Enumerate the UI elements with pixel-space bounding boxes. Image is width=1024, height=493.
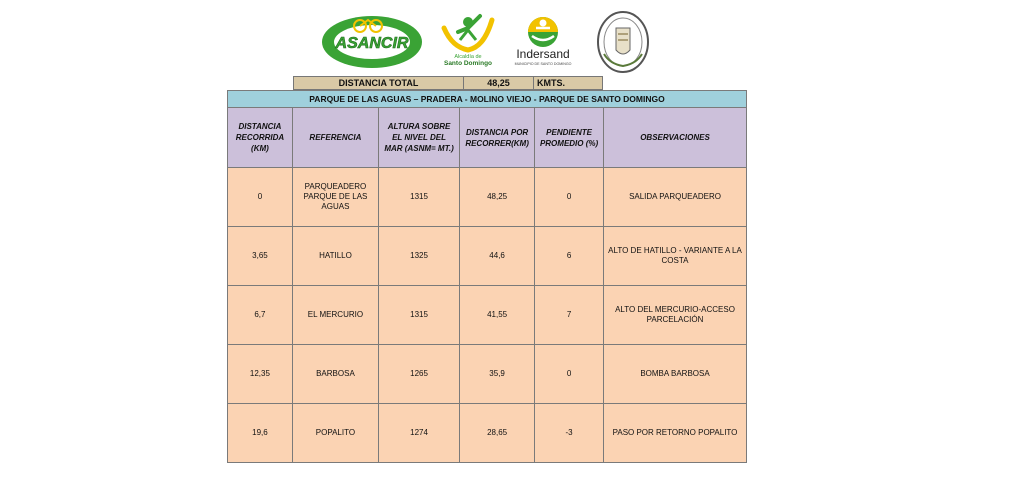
total-distance-label: DISTANCIA TOTAL [293, 76, 463, 90]
shield-icon [616, 28, 630, 54]
logo-bar [0, 8, 1024, 78]
route-table [227, 90, 747, 463]
cell-pendiente: 0 [535, 345, 604, 404]
cell-por-recorrer: 35,9 [460, 345, 535, 404]
cell-distancia: 12,35 [228, 345, 293, 404]
cell-referencia: EL MERCURIO [292, 286, 378, 345]
total-distance-strip [293, 76, 603, 90]
cell-referencia: POPALITO [292, 404, 378, 463]
cell-referencia: HATILLO [292, 227, 378, 286]
route-title: PARQUE DE LAS AGUAS – PRADERA - MOLINO VIEJO - PARQUE DE SANTO DOMINGO [228, 91, 747, 108]
header-distancia: DISTANCIA RECORRIDA (KM) [228, 108, 293, 168]
cell-altura: 1315 [379, 286, 460, 345]
cell-distancia: 6,7 [228, 286, 293, 345]
cell-pendiente: 0 [535, 168, 604, 227]
header-altura: ALTURA SOBRE EL NIVEL DEL MAR (ASNM= MT.) [379, 108, 460, 168]
asancir-logo [320, 12, 424, 70]
cell-por-recorrer: 44,6 [460, 227, 535, 286]
table-row [228, 227, 747, 286]
cell-por-recorrer: 28,65 [460, 404, 535, 463]
cell-altura: 1325 [379, 227, 460, 286]
cell-por-recorrer: 48,25 [460, 168, 535, 227]
municipal-seal [596, 10, 650, 74]
cell-pendiente: 6 [535, 227, 604, 286]
alcaldia-logo [436, 10, 500, 68]
cell-pendiente: 7 [535, 286, 604, 345]
table-row [228, 345, 747, 404]
cell-altura: 1274 [379, 404, 460, 463]
cell-observaciones: PASO POR RETORNO POPALITO [604, 404, 747, 463]
cell-por-recorrer: 41,55 [460, 286, 535, 345]
total-distance-value: 48,25 [463, 76, 533, 90]
cell-altura: 1315 [379, 168, 460, 227]
cell-altura: 1265 [379, 345, 460, 404]
cell-observaciones: BOMBA BARBOSA [604, 345, 747, 404]
athlete-icon [540, 20, 547, 27]
svg-text:Alcaldía de: Alcaldía de [454, 54, 482, 60]
cell-distancia: 0 [228, 168, 293, 227]
cell-distancia: 3,65 [228, 227, 293, 286]
svg-text:Indersand: Indersand [516, 47, 570, 61]
table-row [228, 404, 747, 463]
cell-observaciones: SALIDA PARQUEADERO [604, 168, 747, 227]
total-distance-unit: KMTS. [533, 76, 603, 90]
cell-pendiente: -3 [535, 404, 604, 463]
header-por-recorrer: DISTANCIA POR RECORRER(KM) [460, 108, 535, 168]
table-row [228, 286, 747, 345]
header-pendiente: PENDIENTE PROMEDIO (%) [535, 108, 604, 168]
svg-text:MUNICIPIO DE SANTO DOMINGO: MUNICIPIO DE SANTO DOMINGO [514, 62, 572, 66]
svg-text:Santo Domingo: Santo Domingo [443, 60, 493, 67]
indersand-logo [510, 14, 576, 68]
cell-observaciones: ALTO DEL MERCURIO-ACCESO PARCELACIÓN [604, 286, 747, 345]
cell-observaciones: ALTO DE HATILLO - VARIANTE A LA COSTA [604, 227, 747, 286]
asancir-logo-text: ASANCIR [335, 35, 409, 52]
table-row [228, 168, 747, 227]
header-referencia: REFERENCIA [292, 108, 378, 168]
cell-distancia: 19,6 [228, 404, 293, 463]
header-observaciones: OBSERVACIONES [604, 108, 747, 168]
cell-referencia: PARQUEADERO PARQUE DE LAS AGUAS [292, 168, 378, 227]
cell-referencia: BARBOSA [292, 345, 378, 404]
table-header [228, 108, 747, 168]
